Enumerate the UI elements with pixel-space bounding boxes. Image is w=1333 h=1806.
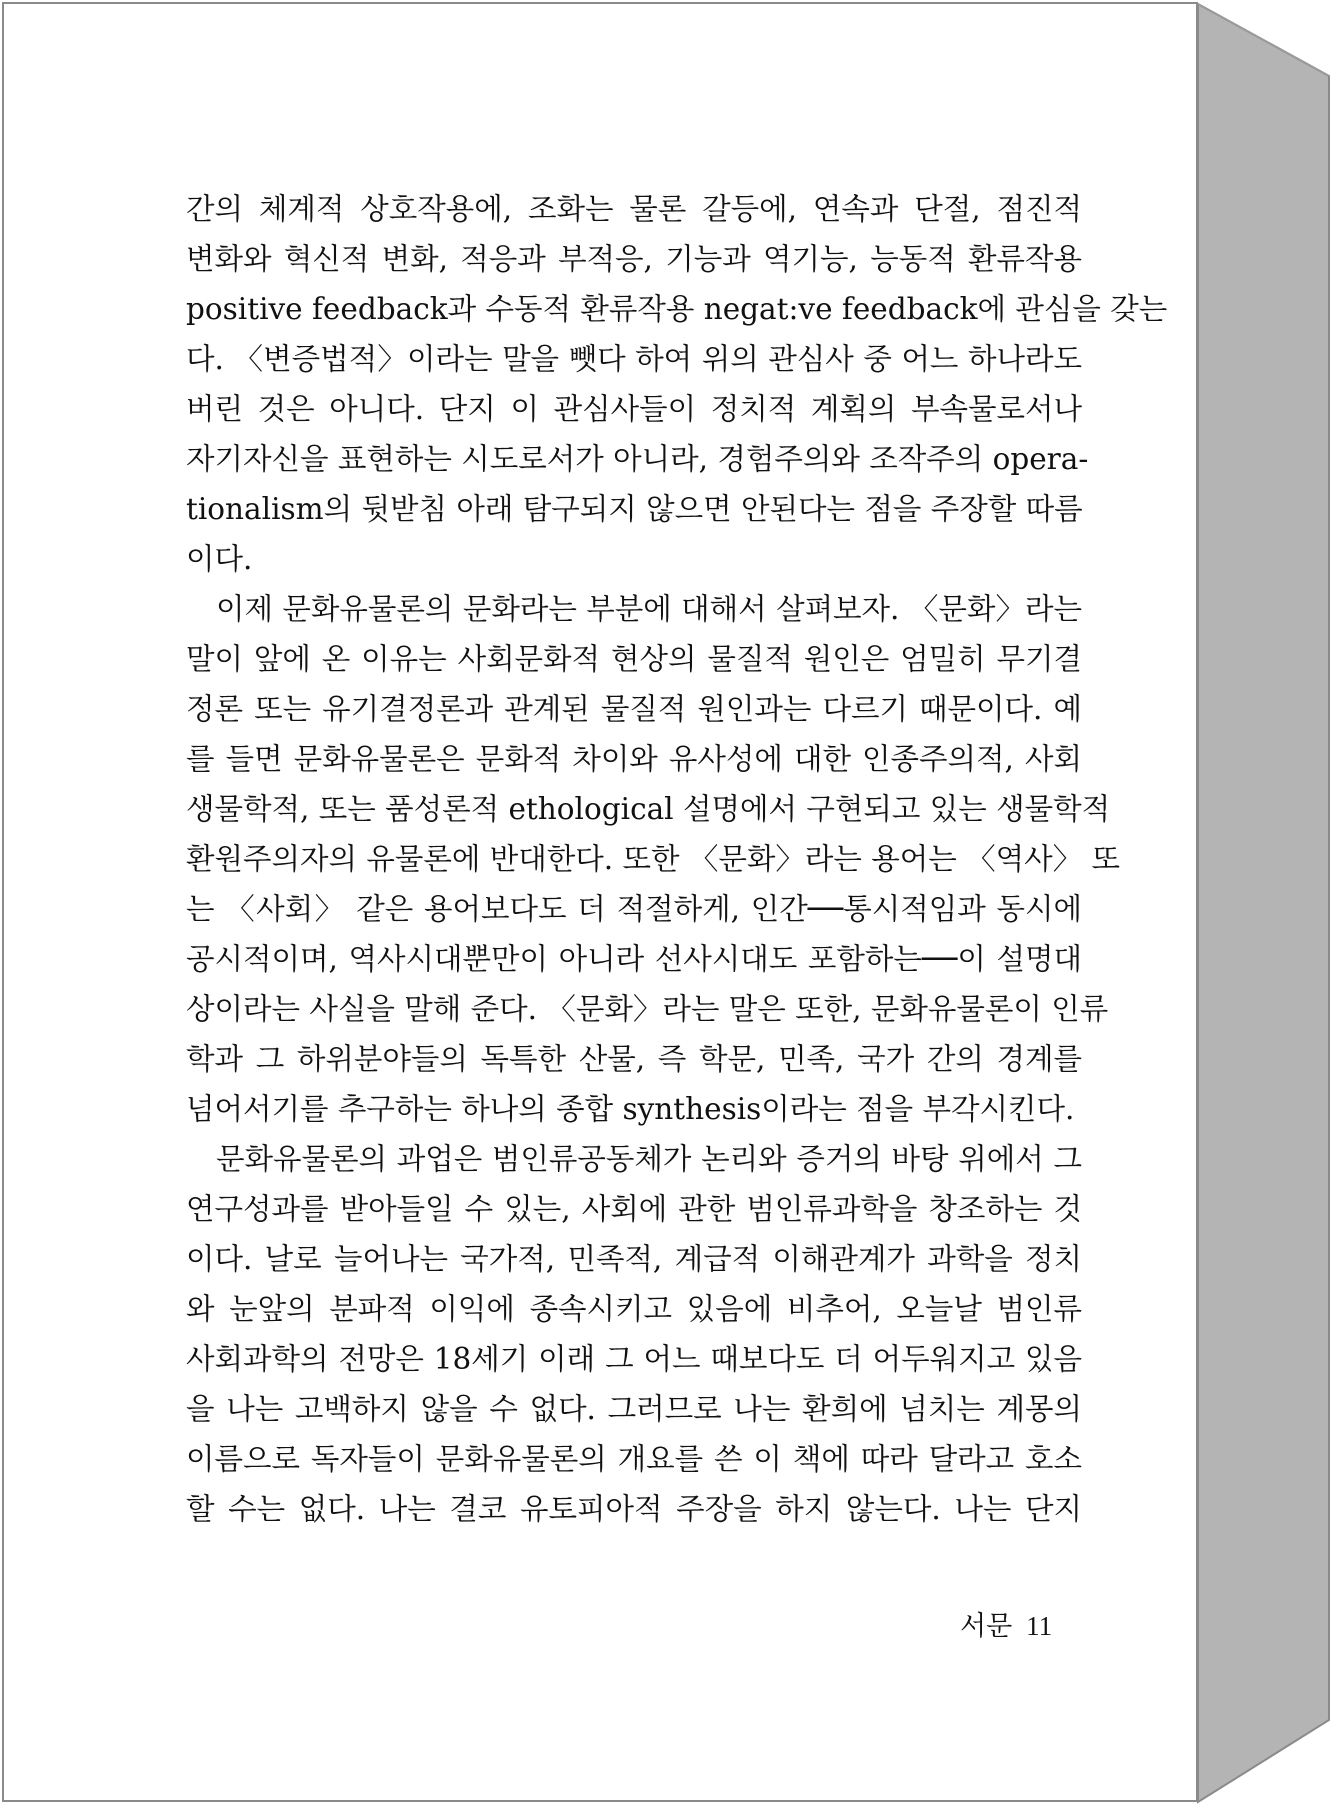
text-line: 문화유물론의 과업은 범인류공동체가 논리와 증거의 바탕 위에서 그 [216,1142,1082,1176]
text-line: 환원주의자의 유물론에 반대한다. 또한 〈문화〉라는 용어는 〈역사〉 또 [186,842,1120,876]
body-text [186,184,1168,1534]
text-line: 상이라는 사실을 말해 준다. 〈문화〉라는 말은 또한, 문화유물론이 인류 [186,992,1109,1026]
text-line: 이름으로 독자들이 문화유물론의 개요를 쓴 이 책에 따라 달라고 호소 [186,1442,1082,1476]
page-number: 11 [1026,1611,1053,1641]
page-footer [960,1604,1052,1643]
text-line: 공시적이며, 역사시대뿐만이 아니라 선사시대도 포함하는──이 설명대 [186,942,1082,976]
text-line: 는 〈사회〉 같은 용어보다도 더 적절하게, 인간──통시적임과 동시에 [186,892,1082,926]
text-line: 학과 그 하위분야들의 독특한 산물, 즉 학문, 민족, 국가 간의 경계를 [186,1042,1082,1076]
text-line: 연구성과를 받아들일 수 있는, 사회에 관한 범인류과학을 창조하는 것 [186,1192,1082,1226]
text-line: 을 나는 고백하지 않을 수 없다. 그러므로 나는 환희에 넘치는 계몽의 [186,1392,1082,1426]
text-line: positive feedback과 수동적 환류작용 negat:ve feedback에 관심을 갖는 [186,292,1168,326]
text-line: 변화와 혁신적 변화, 적응과 부적응, 기능과 역기능, 능동적 환류작용 [186,242,1082,276]
text-line: tionalism의 뒷받침 아래 탐구되지 않으면 안된다는 점을 주장할 따름 [186,492,1083,526]
text-line: 이제 문화유물론의 문화라는 부분에 대해서 살펴보자. 〈문화〉라는 [216,592,1082,626]
text-line: 생물학적, 또는 품성론적 ethological 설명에서 구현되고 있는 생물학적 [186,792,1111,826]
text-line: 간의 체계적 상호작용에, 조화는 물론 갈등에, 연속과 단절, 점진적 [186,192,1082,226]
text-line: 말이 앞에 온 이유는 사회문화적 현상의 물질적 원인은 엄밀히 무기결 [186,642,1082,676]
text-line: 이다. [186,542,253,576]
text-line: 다. 〈변증법적〉이라는 말을 뺏다 하여 위의 관심사 중 어느 하나라도 [186,342,1082,376]
text-line: 넘어서기를 추구하는 하나의 종합 synthesis이라는 점을 부각시킨다. [186,1092,1075,1126]
text-line: 버린 것은 아니다. 단지 이 관심사들이 정치적 계획의 부속물로서나 [186,392,1082,426]
text-line: 자기자신을 표현하는 시도로서가 아니라, 경험주의와 조작주의 opera- [186,442,1089,476]
text-line: 사회과학의 전망은 18세기 이래 그 어느 때보다도 더 어두워지고 있음 [186,1342,1082,1376]
text-line: 할 수는 없다. 나는 결코 유토피아적 주장을 하지 않는다. 나는 단지 [186,1492,1082,1526]
text-line: 를 들면 문화유물론은 문화적 차이와 유사성에 대한 인종주의적, 사회 [186,742,1082,776]
text-line: 정론 또는 유기결정론과 관계된 물질적 원인과는 다르기 때문이다. 예 [186,692,1082,726]
text-line: 이다. 날로 늘어나는 국가적, 민족적, 계급적 이해관계가 과학을 정치 [186,1242,1082,1276]
section-title: 서문 [960,1611,1013,1642]
text-line: 와 눈앞의 분파적 이익에 종속시키고 있음에 비추어, 오늘날 범인류 [186,1292,1082,1326]
